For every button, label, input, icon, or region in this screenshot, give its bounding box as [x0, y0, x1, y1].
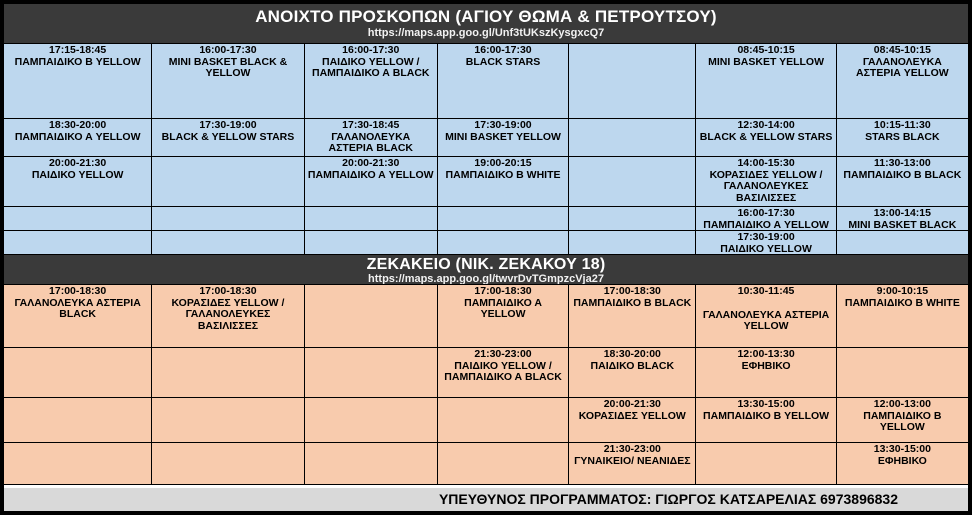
cell-time: 18:30-20:00: [49, 119, 107, 131]
schedule-cell: [305, 157, 438, 207]
cell-name: ΚΟΡΑΣΙΔΕΣ YELLOW: [578, 409, 686, 422]
cell-time: 12:00-13:30: [737, 348, 795, 360]
schedule-cell: [837, 398, 968, 443]
cell-time: 17:00-18:30: [603, 285, 661, 297]
schedule-cell-empty: [438, 443, 569, 485]
schedule-cell: [696, 398, 836, 443]
schedule-cell: [837, 285, 968, 348]
cell-gap-spacer: [699, 298, 832, 310]
cell-time: 17:30-18:45: [342, 119, 400, 131]
cell-time: 17:30-19:00: [474, 119, 532, 131]
cell-name: BLACK & YELLOW STARS: [161, 130, 295, 143]
schedule-cell-empty: [305, 285, 438, 348]
schedule-cell: [696, 348, 836, 398]
schedule-cell-empty: [569, 119, 696, 157]
schedule-grid-prosopon: [4, 44, 968, 255]
cell-name: ΓΑΛΑΝΟΛΕΥΚΑ ΑΣΤΕΡΙΑ BLACK: [14, 296, 141, 320]
schedule-cell-empty: [4, 443, 152, 485]
cell-name: ΠΑΜΠΑΙΔΙΚΟ Β YELLOW: [703, 409, 830, 422]
schedule-cell-empty: [305, 443, 438, 485]
schedule-cell-empty: [569, 44, 696, 119]
schedule-cell-empty: [305, 348, 438, 398]
cell-name: MINI BASKET YELLOW: [445, 130, 561, 143]
cell-time: 10:15-11:30: [874, 119, 931, 131]
schedule-cell-empty: [152, 157, 304, 207]
schedule-cell-empty: [152, 231, 304, 255]
cell-time: 17:00-18:30: [474, 285, 532, 297]
schedule-cell: [837, 44, 968, 119]
cell-name: ΕΦΗΒΙΚΟ: [877, 454, 927, 467]
schedule-cell: [837, 119, 968, 157]
schedule-cell: [4, 44, 152, 119]
schedule-cell-empty: [152, 207, 304, 231]
section-map-link[interactable]: https://maps.app.goo.gl/twvrDvTGmpzcVja27: [368, 273, 604, 285]
schedule-cell: [305, 119, 438, 157]
cell-time: 11:30-13:00: [874, 157, 931, 169]
cell-time: 21:30-23:00: [474, 348, 532, 360]
cell-name: ΠΑΙΔΙΚΟ BLACK: [590, 359, 675, 372]
cell-time: 13:30-15:00: [737, 398, 795, 410]
schedule-cell-empty: [438, 398, 569, 443]
schedule-cell-empty: [696, 443, 836, 485]
schedule-cell: [569, 348, 696, 398]
cell-time: 16:00-17:30: [342, 44, 400, 56]
schedule-cell: [4, 157, 152, 207]
cell-name: ΓΑΛΑΝΟΛΕΥΚΑ ΑΣΤΕΡΙΑ BLACK: [328, 130, 413, 154]
schedule-cell: [438, 348, 569, 398]
cell-name: ΕΦΗΒΙΚΟ: [741, 359, 791, 372]
cell-name: ΠΑΜΠΑΙΔΙΚΟ Α YELLOW: [307, 168, 434, 181]
cell-time: 20:00-21:30: [342, 157, 400, 169]
schedule-cell: [438, 119, 569, 157]
cell-name: ΠΑΙΔΙΚΟ YELLOW / ΠΑΜΠΑΙΔΙΚΟ Α BLACK: [444, 359, 562, 383]
cell-name: ΠΑΜΠΑΙΔΙΚΟ Α YELLOW: [703, 218, 829, 231]
cell-time: 10:30-11:45: [737, 285, 795, 297]
schedule-cell-empty: [305, 207, 438, 231]
cell-name: ΓΑΛΑΝΟΛΕΥΚΑ ΑΣΤΕΡΙΑ YELLOW: [702, 308, 830, 332]
schedule-cell-empty: [438, 231, 569, 255]
cell-name: ΠΑΜΠΑΙΔΙΚΟ Α YELLOW: [464, 296, 542, 320]
schedule-cell-empty: [569, 157, 696, 207]
schedule-cell: [4, 119, 152, 157]
schedule-cell: [837, 157, 968, 207]
schedule-cell-empty: [4, 348, 152, 398]
schedule-cell-empty: [305, 398, 438, 443]
cell-name: ΠΑΜΠΑΙΔΙΚΟ Β YELLOW: [863, 409, 942, 433]
schedule-cell: [569, 285, 696, 348]
cell-name: ΠΑΜΠΑΙΔΙΚΟ Β BLACK: [843, 168, 962, 181]
section-map-link[interactable]: https://maps.app.goo.gl/Unf3tUKszKysgxcQ7: [367, 27, 605, 39]
cell-time: 13:00-14:15: [873, 207, 931, 219]
cell-name: ΠΑΙΔΙΚΟ YELLOW: [720, 242, 812, 255]
cell-name: MINI BASKET BLACK & YELLOW: [168, 55, 288, 79]
schedule-cell-empty: [837, 231, 968, 255]
schedule-cell: [4, 285, 152, 348]
cell-time: 16:00-17:30: [474, 44, 532, 56]
section-header-zekakeio: [4, 255, 968, 285]
schedule-cell-empty: [438, 207, 569, 231]
cell-time: 13:30-15:00: [873, 443, 931, 455]
cell-name: ΓΥΝΑΙΚΕΙΟ/ ΝΕΑΝΙΔΕΣ: [574, 454, 691, 467]
cell-name: ΠΑΜΠΑΙΔΙΚΟ Β BLACK: [573, 296, 692, 309]
schedule-grid-zekakeio: [4, 285, 968, 485]
schedule-cell: [152, 285, 304, 348]
cell-time: 08:45-10:15: [873, 44, 931, 56]
cell-name: MINI BASKET BLACK: [848, 218, 957, 231]
schedule-cell-empty: [4, 398, 152, 443]
cell-time: 14:00-15:30: [737, 157, 795, 169]
schedule-cell: [696, 119, 836, 157]
schedule-cell: [305, 44, 438, 119]
cell-time: 19:00-20:15: [474, 157, 532, 169]
cell-time: 9:00-10:15: [876, 285, 929, 297]
cell-name: ΓΑΛΑΝΟΛΕΥΚΑ ΑΣΤΕΡΙΑ YELLOW: [856, 55, 949, 79]
schedule-cell-empty: [4, 207, 152, 231]
cell-time: 17:30-19:00: [199, 119, 257, 131]
cell-name: ΠΑΜΠΑΙΔΙΚΟ Β YELLOW: [14, 55, 141, 68]
schedule-cell: [438, 44, 569, 119]
cell-time: 12:30-14:00: [737, 119, 795, 131]
section-title: ΖΕΚΑΚΕΙΟ (ΝΙΚ. ΖΕΚΑΚΟΥ 18): [366, 256, 606, 273]
schedule-cell: [696, 157, 836, 207]
schedule-cell-empty: [152, 348, 304, 398]
cell-name: BLACK STARS: [465, 55, 541, 68]
schedule-cell-empty: [305, 231, 438, 255]
schedule-cell: [837, 443, 968, 485]
schedule-cell-empty: [569, 207, 696, 231]
cell-name: STARS BLACK: [865, 130, 940, 143]
cell-time: 17:30-19:00: [737, 231, 795, 243]
schedule-cell: [569, 398, 696, 443]
schedule-cell: [438, 285, 569, 348]
cell-time: 17:00-18:30: [49, 285, 107, 297]
cell-time: 17:15-18:45: [49, 44, 107, 56]
schedule-cell: [152, 119, 304, 157]
cell-name: ΠΑΜΠΑΙΔΙΚΟ Β WHITE: [844, 296, 960, 309]
cell-time: 20:00-21:30: [603, 398, 661, 410]
cell-time: 17:00-18:30: [199, 285, 257, 297]
coordinator-text: ΥΠΕΥΘΥΝΟΣ ΠΡΟΓΡΑΜΜΑΤΟΣ: ΓΙΩΡΓΟΣ ΚΑΤΣΑΡΕΛΙΑΣ 6973896832: [438, 491, 898, 507]
schedule-cell: [569, 443, 696, 485]
cell-name: BLACK & YELLOW STARS: [699, 130, 833, 143]
cell-time: 16:00-17:30: [737, 207, 795, 219]
cell-name: MINI BASKET YELLOW: [708, 55, 825, 68]
cell-name: ΚΟΡΑΣΙΔΕΣ YELLOW / ΓΑΛΑΝΟΛΕΥΚΕΣ ΒΑΣΙΛΙΣΣΕΣ: [171, 296, 285, 332]
schedule-cell-empty: [152, 443, 304, 485]
cell-name: ΠΑΙΔΙΚΟ YELLOW: [31, 168, 124, 181]
schedule-cell: [696, 44, 836, 119]
cell-time: 12:00-13:00: [873, 398, 931, 410]
board-footer: [4, 488, 968, 511]
schedule-cell-empty: [152, 398, 304, 443]
schedule-cell: [438, 157, 569, 207]
schedule-cell-empty: [837, 348, 968, 398]
schedule-cell: [696, 231, 836, 255]
schedule-cell-empty: [569, 231, 696, 255]
cell-time: 20:00-21:30: [49, 157, 107, 169]
schedule-cell-empty: [4, 231, 152, 255]
cell-time: 21:30-23:00: [603, 443, 661, 455]
schedule-cell: [837, 207, 968, 231]
cell-name: ΠΑΜΠΑΙΔΙΚΟ Β WHITE: [445, 168, 561, 181]
schedule-cell: [696, 207, 836, 231]
cell-name: ΚΟΡΑΣΙΔΕΣ YELLOW / ΓΑΛΑΝΟΛΕΥΚΕΣ ΒΑΣΙΛΙΣΣΕΣ: [709, 168, 823, 204]
cell-name: ΠΑΜΠΑΙΔΙΚΟ Α YELLOW: [14, 130, 141, 143]
cell-time: 16:00-17:30: [199, 44, 257, 56]
cell-time: 08:45-10:15: [737, 44, 795, 56]
section-header-prosopon: [4, 4, 968, 44]
cell-name: ΠΑΙΔΙΚΟ YELLOW / ΠΑΜΠΑΙΔΙΚΟ Α BLACK: [312, 55, 430, 79]
section-title: ΑΝΟΙΧΤΟ ΠΡΟΣΚΟΠΩΝ (ΑΓΙΟΥ ΘΩΜΑ & ΠΕΤΡΟΥΤΣΟΥ): [255, 7, 717, 26]
cell-time: 18:30-20:00: [603, 348, 661, 360]
schedule-cell: [152, 44, 304, 119]
schedule-cell: [696, 285, 836, 348]
